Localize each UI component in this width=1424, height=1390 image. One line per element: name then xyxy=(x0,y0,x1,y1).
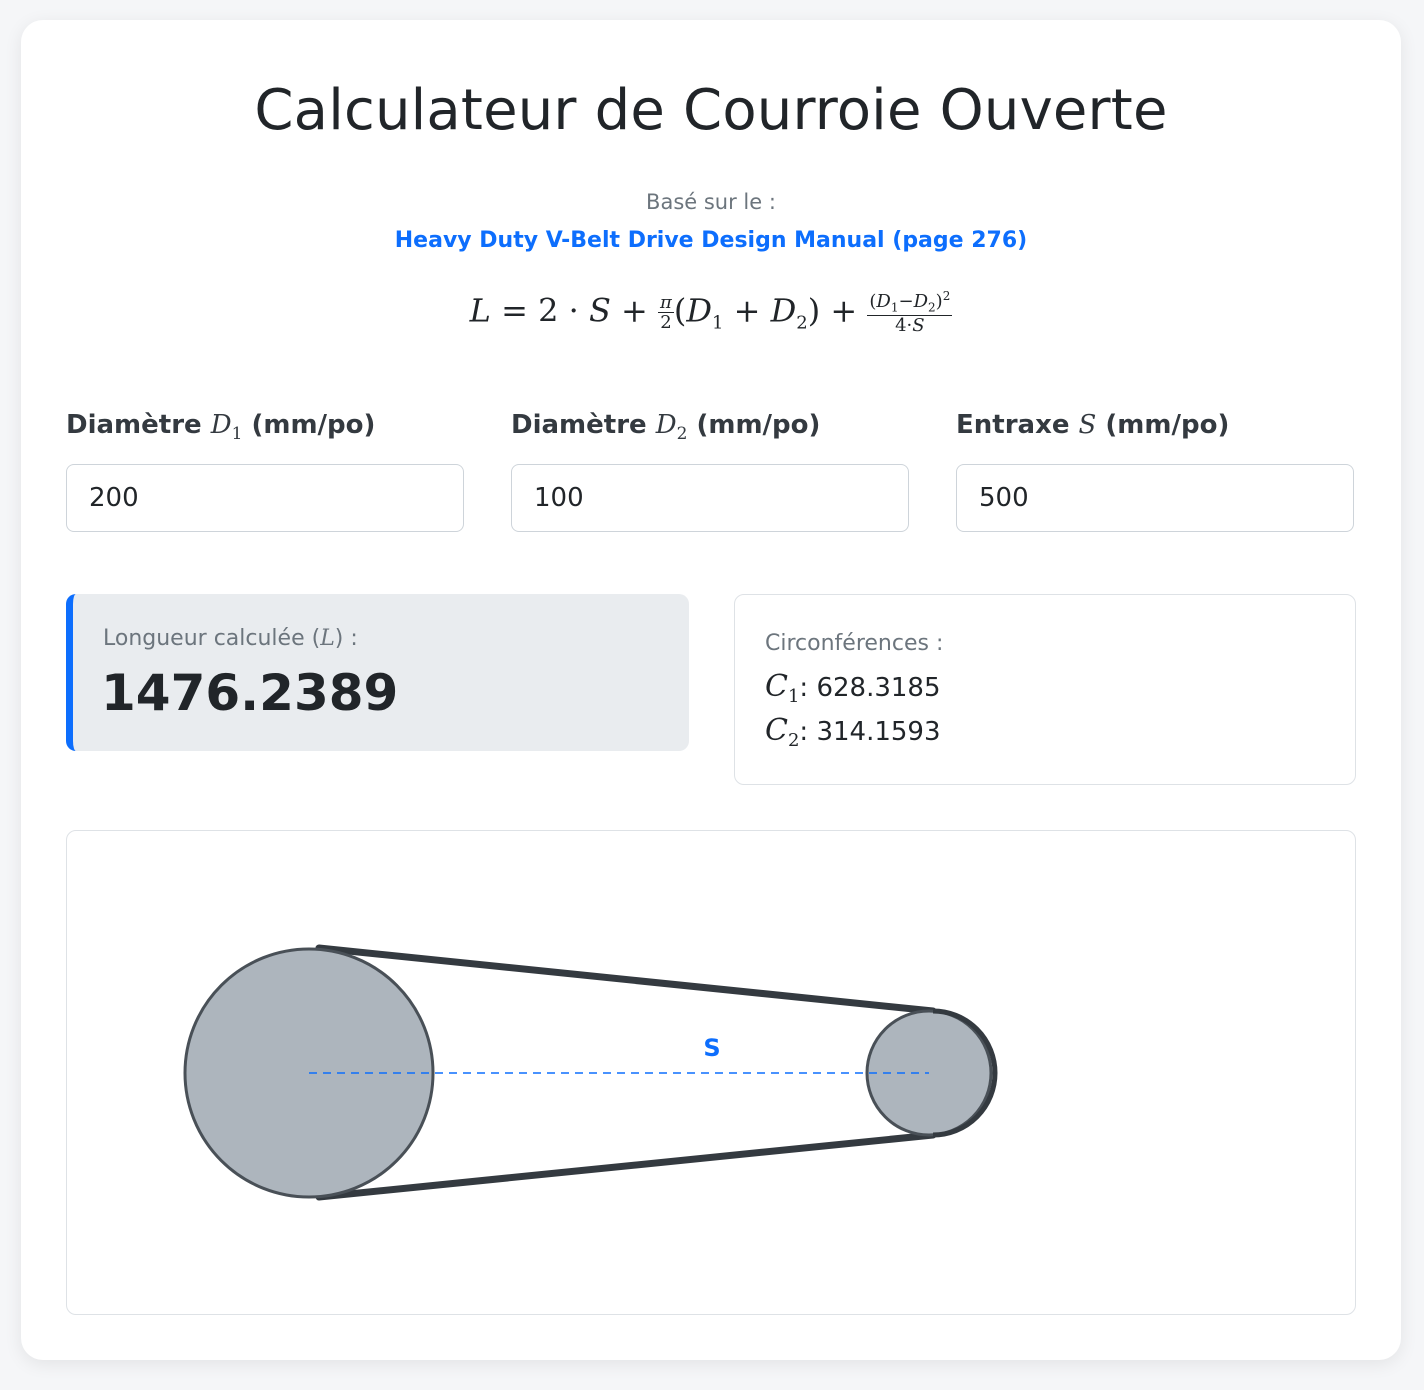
belt-length-formula: L = 2 · S + $\frac{\pi}{2}$ $(D_1 + D_2)$ + $\frac{(D_1-D_2)^2}{4\cdot S}$ xyxy=(469,289,951,336)
result-panel xyxy=(66,594,689,751)
circumferences-panel xyxy=(734,594,1356,785)
center-distance-label: S xyxy=(703,1034,721,1062)
s-label: Entraxe S (mm/po) xyxy=(956,410,1230,440)
c1-line: $C_1$: 628.3185 xyxy=(765,669,941,708)
difference-squared-fraction: $\frac{(D_1-D_2)^2}{4\cdot S}$ xyxy=(869,289,951,336)
belt-diagram xyxy=(66,830,1356,1315)
calculator-card xyxy=(21,20,1401,1360)
d2-label: Diamètre $D_2$ (mm/po) xyxy=(511,410,821,445)
page-title: Calculateur de Courroie Ouverte xyxy=(254,78,1168,143)
manual-link[interactable]: Heavy Duty V-Belt Drive Design Manual (page 276) xyxy=(394,228,1028,253)
result-value: 1476.2389 xyxy=(101,664,399,722)
d1-label: Diamètre $D_1$ (mm/po) xyxy=(66,410,376,445)
based-on-label: Basé sur le : xyxy=(646,190,776,214)
pi-over-two-fraction: $\frac{\pi}{2}$ xyxy=(660,291,672,334)
result-label: Longueur calculée (L) : xyxy=(103,626,358,651)
circumferences-title: Circonférences : xyxy=(765,631,944,656)
s-input[interactable] xyxy=(956,464,1354,532)
belt-diagram-svg xyxy=(67,831,1356,1315)
c2-line: $C_2$: 314.1593 xyxy=(765,713,941,752)
d2-input[interactable] xyxy=(511,464,909,532)
d1-input[interactable] xyxy=(66,464,464,532)
